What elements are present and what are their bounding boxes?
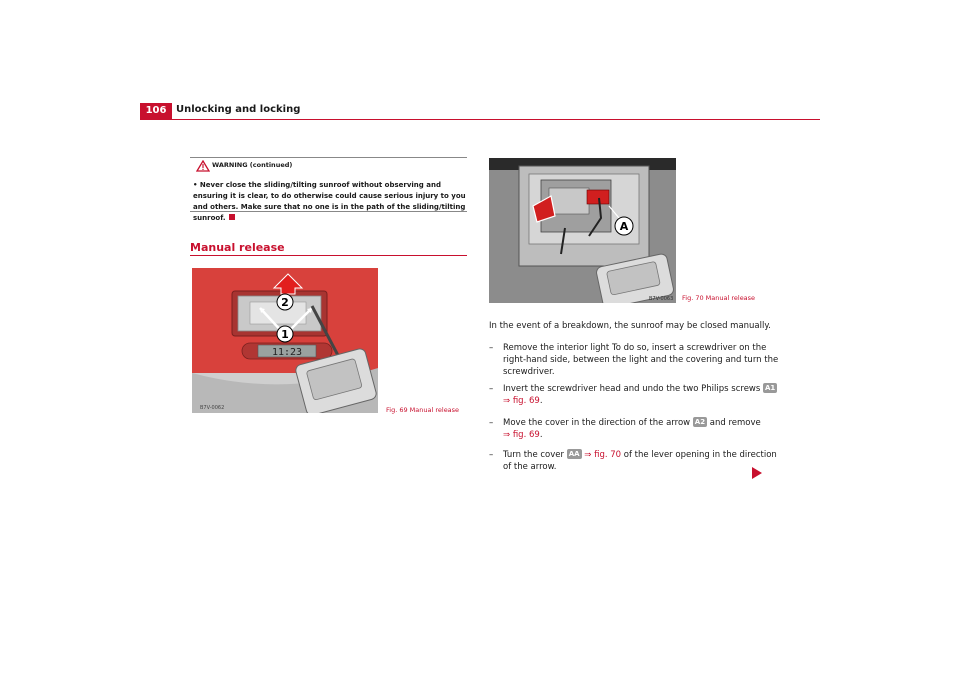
step-4-text-after: of the lever opening in the direction of the arrow. xyxy=(503,450,777,472)
warning-triangle-icon xyxy=(196,160,210,172)
fig69-callout-1: 1 xyxy=(281,328,289,341)
figure-69-link[interactable]: fig. 69 xyxy=(512,396,540,406)
figure-70-caption: Fig. 70 Manual release xyxy=(682,294,756,302)
section-end-marker-icon xyxy=(229,214,235,220)
fig69-clock-display: 11:23 xyxy=(271,347,303,358)
warning-text xyxy=(193,180,468,224)
step-dash: – xyxy=(489,418,494,428)
step-4-text xyxy=(503,449,779,473)
step-3-text-before: Move the cover in the direction of the arrow xyxy=(503,418,691,428)
warning-top-rule xyxy=(190,157,467,158)
step-3-text xyxy=(503,417,779,441)
figure-70-illustration xyxy=(489,158,676,303)
header-divider xyxy=(140,119,820,120)
step-1 xyxy=(489,342,779,378)
fig70-callout-a: A xyxy=(619,220,629,233)
step-4-text-before: Turn the cover xyxy=(503,450,565,460)
step-4 xyxy=(489,449,779,473)
warning-bottom-rule xyxy=(190,211,467,212)
intro-paragraph: In the event of a breakdown, the sunroof may be closed manually. xyxy=(489,321,771,331)
step-3-text-after: and remove xyxy=(709,418,761,428)
arrow-icon: ⇒ xyxy=(503,430,511,440)
page-header-title: Unlocking and locking xyxy=(176,104,301,115)
arrow-icon: ⇒ xyxy=(503,396,511,406)
warning-title: WARNING (continued) xyxy=(212,161,293,169)
step-3 xyxy=(489,417,779,441)
step-2-text-before: Invert the screwdriver head and undo the two Philips screws xyxy=(503,384,761,394)
callout-badge-a1: A1 xyxy=(765,384,776,392)
figure-69-illustration xyxy=(192,268,378,413)
figure-69-caption: Fig. 69 Manual release xyxy=(386,406,460,414)
figure-69-link[interactable]: fig. 69 xyxy=(512,430,540,440)
figure-70-link[interactable]: fig. 70 xyxy=(594,450,622,460)
step-dash: – xyxy=(489,384,494,394)
warning-body: Never close the sliding/tilting sunroof without observing and ensuring it is clear, to do otherwise could cause serious injury to you and others. Make sure that no one is in the path of the sliding/tilting sunroof. xyxy=(193,181,466,222)
step-2-text xyxy=(503,383,779,407)
page-number: 106 xyxy=(140,103,172,119)
step-2 xyxy=(489,383,779,407)
fig70-code: B7V-0063 xyxy=(649,296,674,302)
step-dash: – xyxy=(489,343,494,353)
section-divider xyxy=(190,255,467,256)
callout-badge-aa: AA xyxy=(568,450,580,458)
callout-badge-a2: A2 xyxy=(694,418,706,426)
warning-bullet: • xyxy=(193,181,198,189)
step-dash: – xyxy=(489,450,494,460)
arrow-icon: ⇒ xyxy=(584,450,592,460)
step-2-end: . xyxy=(539,396,543,406)
section-heading: Manual release xyxy=(190,241,285,254)
fig69-code: B7V-0062 xyxy=(200,405,225,411)
step-3-end: . xyxy=(539,430,543,440)
continue-arrow-icon[interactable] xyxy=(752,467,762,479)
step-1-text: Remove the interior light To do so, insert a screwdriver on the right-hand side, between the light and the covering and turn the screwdriver. xyxy=(503,343,779,377)
fig69-callout-2: 2 xyxy=(281,296,289,309)
